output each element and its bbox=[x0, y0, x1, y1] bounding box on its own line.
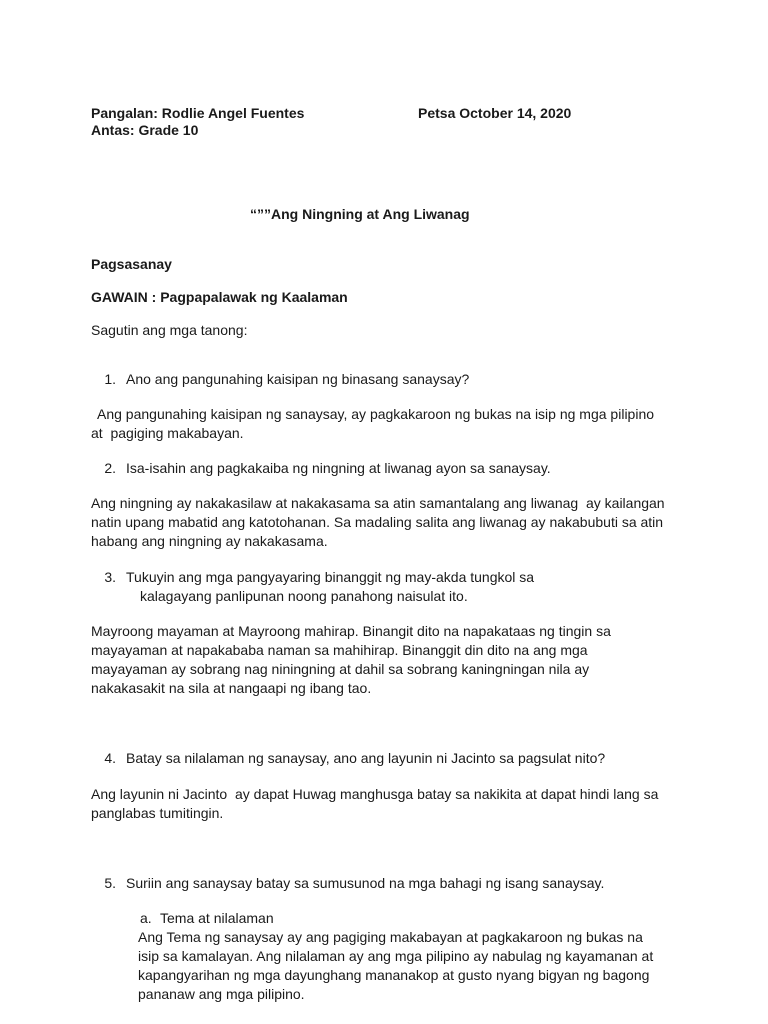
question-text: Ano ang pangunahing kaisipan ng binasang sanaysay? bbox=[126, 371, 470, 387]
question-4 bbox=[94, 749, 605, 768]
question-number: 4. bbox=[104, 750, 116, 766]
section-heading: Pagsasanay bbox=[91, 256, 172, 272]
answer-line: pananaw ang mga pilipino. bbox=[138, 986, 305, 1002]
question-text: Batay sa nilalaman ng sanaysay, ano ang layunin ni Jacinto sa pagsulat nito? bbox=[126, 750, 606, 766]
answer-2 bbox=[91, 494, 711, 551]
question-2 bbox=[94, 459, 551, 478]
grade-line: Antas: Grade 10 bbox=[91, 122, 199, 138]
answer-line: mayayaman ay sobrang nag niningning at dahil sa sobrang kaningningan nila ay bbox=[91, 661, 590, 677]
answer-line: nakakasakit na sila at nangaapi ng ibang tao. bbox=[91, 680, 372, 696]
subitem-letter: a. bbox=[140, 910, 152, 926]
answer-line: habang ang ningning ay nakakasama. bbox=[91, 533, 328, 549]
name-line: Pangalan: Rodlie Angel Fuentes bbox=[91, 105, 305, 121]
question-text: Suriin ang sanaysay batay sa sumusunod na mga bahagi ng isang sanaysay. bbox=[126, 875, 605, 891]
answer-line: panglabas tumitingin. bbox=[91, 805, 224, 821]
question-5 bbox=[94, 874, 604, 893]
question-text: Isa-isahin ang pagkakaiba ng ningning at liwanag ayon sa sanaysay. bbox=[126, 460, 551, 476]
question-1 bbox=[94, 370, 469, 389]
answer-1-cont bbox=[91, 424, 691, 443]
answer-line: Ang pangunahing kaisipan ng sanaysay, ay pagkakaroon ng bukas na isip ng mga pilipino bbox=[97, 406, 655, 422]
question-number: 5. bbox=[104, 875, 116, 891]
answer-3 bbox=[91, 622, 691, 698]
answer-line: at pagiging makabayan. bbox=[91, 425, 244, 441]
question-3 bbox=[94, 568, 534, 587]
answer-line: Mayroong mayaman at Mayroong mahirap. Binangit dito na napakataas ng tingin sa bbox=[91, 623, 611, 639]
answer-line: natin upang mabatid ang katotohanan. Sa madaling salita ang liwanag ay nakabubuti sa atin bbox=[91, 514, 664, 530]
gawain-heading: GAWAIN : Pagpapalawak ng Kaalaman bbox=[91, 289, 348, 305]
subitem-a bbox=[140, 909, 274, 928]
question-text: Tukuyin ang mga pangyayaring binanggit ng may-akda tungkol sa bbox=[126, 569, 535, 585]
subitem-title: Tema at nilalaman bbox=[160, 910, 274, 926]
answer-1 bbox=[97, 405, 697, 424]
question-3-cont: kalagayang panlipunan noong panahong naisulat ito. bbox=[140, 588, 468, 604]
instruction-text: Sagutin ang mga tanong: bbox=[91, 322, 248, 338]
answer-line: kapangyarihan ng mga dayunghang mananakop at gusto nyang bigyan ng bagong bbox=[138, 967, 650, 983]
answer-line: Ang layunin ni Jacinto ay dapat Huwag manghusga batay sa nakikita at dapat hindi lang sa bbox=[91, 786, 659, 802]
subitem-a-answer bbox=[138, 928, 698, 1004]
answer-4 bbox=[91, 785, 711, 823]
answer-line: mayayaman at napakababa naman sa mahihirap. Binanggit din dito na ang mga bbox=[91, 642, 588, 658]
answer-line: Ang Tema ng sanaysay ay ang pagiging makabayan at pagkakaroon ng bukas na bbox=[138, 929, 643, 945]
question-number: 2. bbox=[104, 460, 116, 476]
answer-line: isip sa kamalayan. Ang nilalaman ay ang mga pilipino ay nabulag ng kayamanan at bbox=[138, 948, 654, 964]
question-number: 3. bbox=[104, 569, 116, 585]
document-title: “””Ang Ningning at Ang Liwanag bbox=[250, 206, 470, 222]
question-number: 1. bbox=[104, 371, 116, 387]
answer-line: Ang ningning ay nakakasilaw at nakakasama sa atin samantalang ang liwanag ay kailangan bbox=[91, 495, 665, 511]
date-line: Petsa October 14, 2020 bbox=[418, 105, 572, 121]
